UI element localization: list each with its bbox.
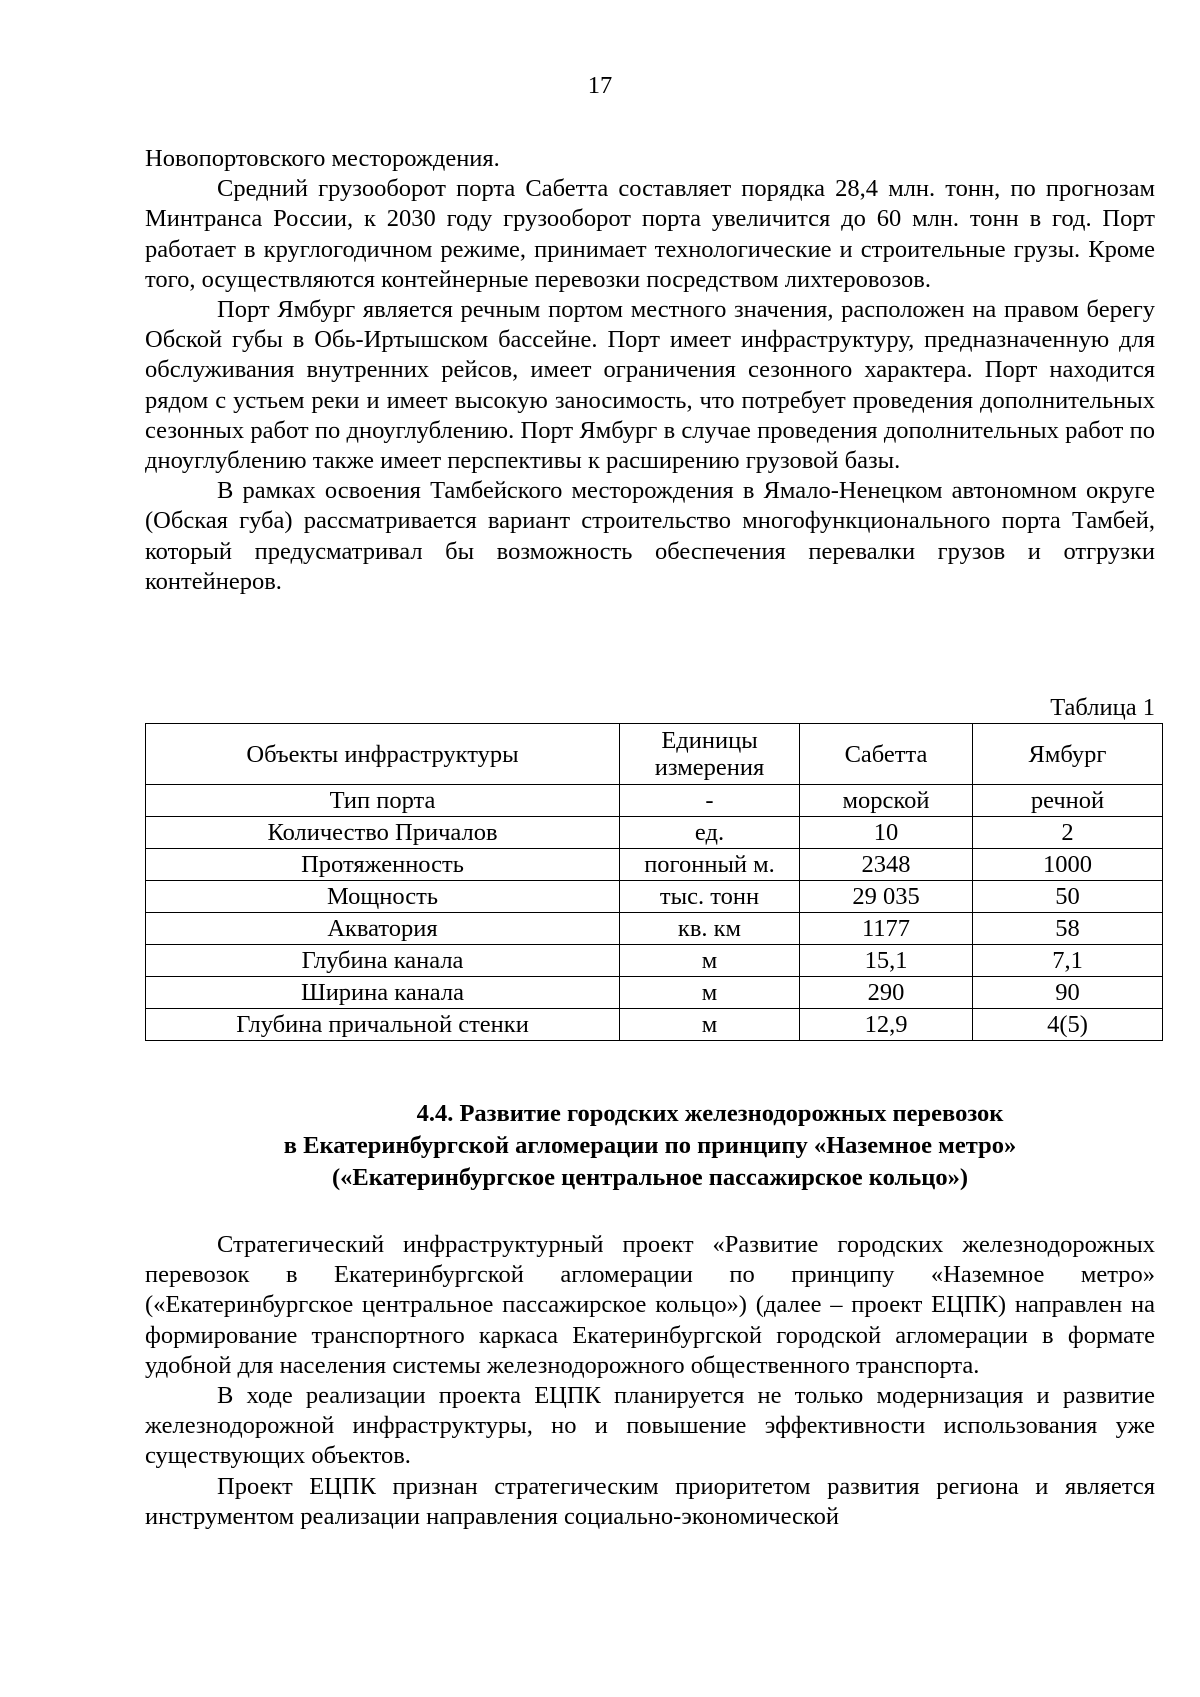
table-row (146, 785, 1163, 817)
cell-unit: кв. км (620, 913, 800, 945)
header-units-line1: Единицы (661, 727, 758, 754)
table-caption: Таблица 1 (1050, 694, 1155, 721)
cell-sabetta: 15,1 (800, 945, 973, 977)
cell-object: Глубина канала (146, 945, 620, 977)
cell-sabetta: 1177 (800, 913, 973, 945)
paragraph: Средний грузооборот порта Сабетта составляет порядка 28,4 млн. тонн, по прогнозам Минтранса России, к 2030 году грузооборот порта увеличится до 60 млн. тонн в год. Порт работает в круглогодичном режиме, принимает технологические и строительные грузы. Кроме того, осуществляются контейнерные перевозки посредством лихтеровозов. (145, 175, 1155, 293)
cell-unit: ед. (620, 817, 800, 849)
body-text-bottom (145, 1230, 1155, 1532)
page-number: 17 (587, 72, 613, 99)
table-row (146, 913, 1163, 945)
header-yamburg: Ямбург (973, 724, 1163, 785)
cell-unit: тыс. тонн (620, 881, 800, 913)
paragraph: Новопортовского месторождения. (145, 145, 500, 172)
paragraph: В ходе реализации проекта ЕЦПК планируется не только модернизация и развитие железнодорожной инфраструктуры, но и повышение эффективности использования уже существующих объектов. (145, 1382, 1155, 1470)
cell-sabetta: 12,9 (800, 1009, 973, 1041)
cell-yamburg: 4(5) (973, 1009, 1163, 1041)
cell-yamburg: 2 (973, 817, 1163, 849)
cell-yamburg: 58 (973, 913, 1163, 945)
cell-object: Глубина причальной стенки (146, 1009, 620, 1041)
cell-unit: м (620, 1009, 800, 1041)
cell-object: Протяженность (146, 849, 620, 881)
section-heading-line3: («Екатеринбургское центральное пассажирское кольцо») (332, 1164, 968, 1191)
cell-unit: м (620, 977, 800, 1009)
cell-yamburg: 7,1 (973, 945, 1163, 977)
cell-yamburg: 90 (973, 977, 1163, 1009)
cell-object: Тип порта (146, 785, 620, 817)
table-row (146, 849, 1163, 881)
cell-unit: погонный м. (620, 849, 800, 881)
paragraph: В рамках освоения Тамбейского месторождения в Ямало-Ненецком автономном округе (Обская губа) рассматривается вариант строительство многофункционального порта Тамбей, который предусматривал бы возможность обеспечения перевалки грузов и отгрузки контейнеров. (145, 477, 1155, 595)
cell-unit: - (620, 785, 800, 817)
cell-sabetta: 2348 (800, 849, 973, 881)
table-row (146, 945, 1163, 977)
table-row (146, 817, 1163, 849)
header-sabetta: Сабетта (800, 724, 973, 785)
cell-sabetta: 10 (800, 817, 973, 849)
cell-unit: м (620, 945, 800, 977)
paragraph: Проект ЕЦПК признан стратегическим приоритетом развития региона и является инструментом реализации направления социально-экономической (145, 1472, 1155, 1530)
cell-sabetta: 29 035 (800, 881, 973, 913)
cell-sabetta: морской (800, 785, 973, 817)
infrastructure-table (145, 723, 1163, 1041)
table-row (146, 977, 1163, 1009)
cell-yamburg: 50 (973, 881, 1163, 913)
section-heading-line1: 4.4. Развитие городских железнодорожных перевозок (416, 1100, 1004, 1127)
table-header-row (146, 724, 1163, 785)
cell-object: Мощность (146, 881, 620, 913)
cell-object: Ширина канала (146, 977, 620, 1009)
cell-yamburg: речной (973, 785, 1163, 817)
section-heading (145, 1098, 1155, 1194)
cell-yamburg: 1000 (973, 849, 1163, 881)
table-row (146, 1009, 1163, 1041)
section-heading-line2: в Екатеринбургской агломерации по принципу «Наземное метро» (283, 1132, 1017, 1159)
paragraph: Стратегический инфраструктурный проект «Развитие городских железнодорожных перевозок в Екатеринбургской агломерации по принципу «Наземное метро» («Екатеринбургское центральное пассажирское кольцо») (далее – проект ЕЦПК) направлен на формирование транспортного каркаса Екатеринбургской городской агломерации в формате удобной для населения системы железнодорожного общественного транспорта. (145, 1231, 1155, 1379)
cell-object: Акватория (146, 913, 620, 945)
body-text-top (145, 144, 1155, 597)
header-objects: Объекты инфраструктуры (146, 724, 620, 785)
cell-object: Количество Причалов (146, 817, 620, 849)
header-units-line2: измерения (654, 754, 765, 781)
header-units (620, 724, 800, 785)
cell-sabetta: 290 (800, 977, 973, 1009)
paragraph: Порт Ямбург является речным портом местного значения, расположен на правом берегу Обской губы в Обь-Иртышском бассейне. Порт имеет инфраструктуру, предназначенную для обслуживания внутренних рейсов, имеет ограничения сезонного характера. Порт находится рядом с устьем реки и имеет высокую заносимость, что потребует проведения дополнительных сезонных работ по дноуглублению. Порт Ямбург в случае проведения дополнительных работ по дноуглублению также имеет перспективы к расширению грузовой базы. (145, 296, 1155, 475)
table-row (146, 881, 1163, 913)
